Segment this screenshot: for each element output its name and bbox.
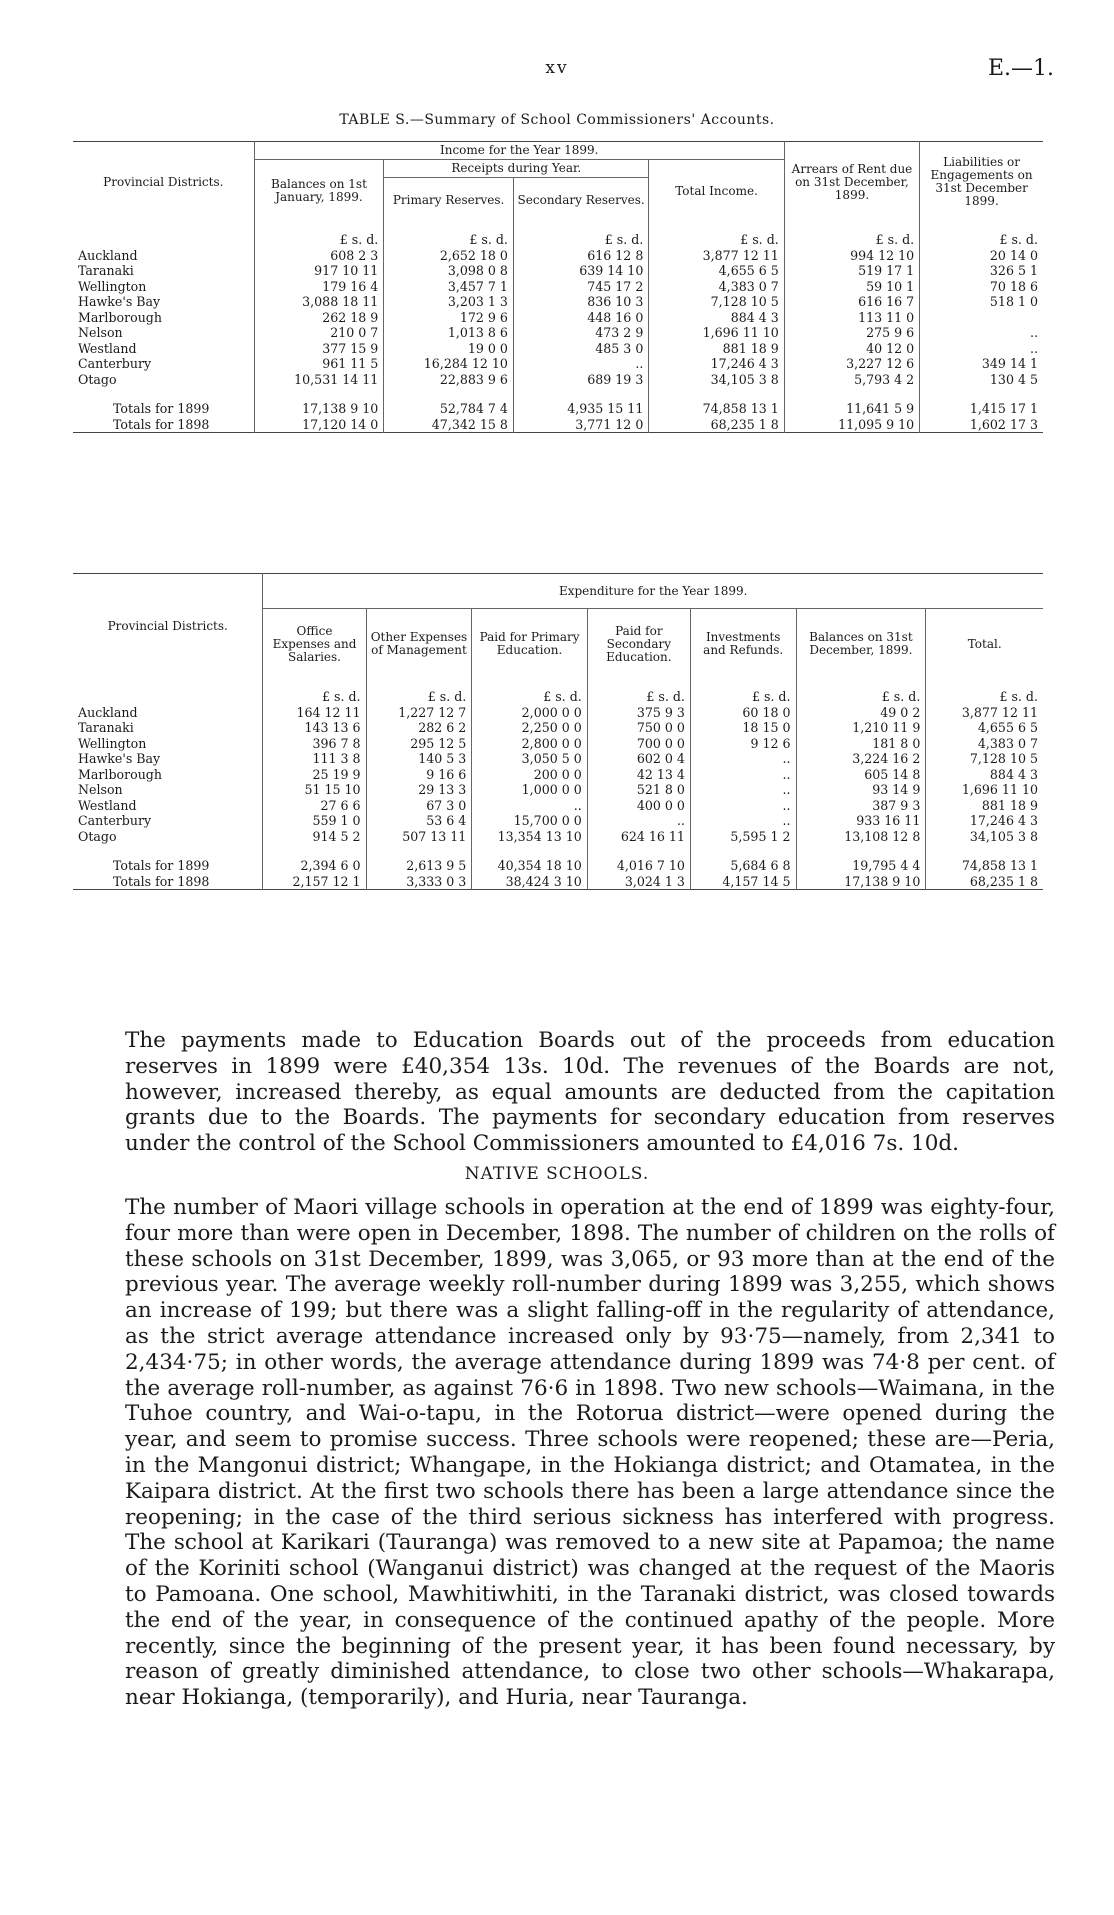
totals-row <box>73 858 1043 874</box>
unit-cell: £ s. d. <box>690 679 796 705</box>
value-cell: 387 9 3 <box>796 798 926 814</box>
value-cell: 1,013 8 6 <box>384 325 514 341</box>
value-cell: 400 0 0 <box>587 798 690 814</box>
total-value-cell: 11,095 9 10 <box>784 417 919 433</box>
table-row <box>73 325 1043 341</box>
district-cell: Auckland <box>78 247 138 263</box>
district-cell: Canterbury <box>78 356 152 371</box>
value-cell: .. <box>472 798 587 814</box>
district-cell: Westland <box>78 797 137 813</box>
district-cell: Hawke's Bay <box>78 751 161 766</box>
unit-cell: £ s. d. <box>587 679 690 705</box>
total-value-cell: 3,333 0 3 <box>366 874 472 890</box>
value-cell: .. <box>690 767 796 783</box>
value-cell: 143 13 6 <box>263 720 366 736</box>
page-number: xv <box>545 58 569 78</box>
value-cell: .. <box>690 782 796 798</box>
value-cell: 13,354 13 10 <box>472 829 587 845</box>
unit-cell: £ s. d. <box>513 222 648 248</box>
value-cell: 521 8 0 <box>587 782 690 798</box>
value-cell: 1,696 11 10 <box>649 325 784 341</box>
district-cell: Canterbury <box>78 813 152 828</box>
value-cell: 3,224 16 2 <box>796 751 926 767</box>
value-cell: 5,595 1 2 <box>690 829 796 845</box>
value-cell: 67 3 0 <box>366 798 472 814</box>
value-cell: 9 16 6 <box>366 767 472 783</box>
value-cell: 15,700 0 0 <box>472 813 587 829</box>
table-row <box>73 767 1043 783</box>
total-value-cell: 68,235 1 8 <box>926 874 1043 890</box>
section-heading-native-schools: NATIVE SCHOOLS. <box>464 1164 650 1184</box>
value-cell: 3,203 1 3 <box>384 294 514 310</box>
value-cell: 377 15 9 <box>254 341 384 357</box>
spacer-cell <box>73 387 254 401</box>
col-other: Other Expenses of Management <box>366 609 472 680</box>
value-cell: 42 13 4 <box>587 767 690 783</box>
col-district: Provincial Districts. <box>107 619 228 633</box>
value-cell: 3,227 12 6 <box>784 356 919 372</box>
value-cell: 4,383 0 7 <box>649 279 784 295</box>
value-cell: 275 9 6 <box>784 325 919 341</box>
spacer-cell <box>796 844 926 858</box>
value-cell: 27 6 6 <box>263 798 366 814</box>
value-cell: 745 17 2 <box>513 279 648 295</box>
unit-cell: £ s. d. <box>366 679 472 705</box>
value-cell: 961 11 5 <box>254 356 384 372</box>
value-cell: 29 13 3 <box>366 782 472 798</box>
spacer-cell <box>926 844 1043 858</box>
total-value-cell: 1,415 17 1 <box>920 401 1043 417</box>
value-cell: .. <box>920 325 1043 341</box>
total-value-cell: 3,024 1 3 <box>587 874 690 890</box>
value-cell: 49 0 2 <box>796 705 926 721</box>
col-paid-secondary: Paid for Secondary Education. <box>587 609 690 680</box>
value-cell: .. <box>513 356 648 372</box>
col-receipts-group: Receipts during Year. <box>384 160 649 178</box>
value-cell: 473 2 9 <box>513 325 648 341</box>
value-cell: 282 6 2 <box>366 720 472 736</box>
value-cell: 4,383 0 7 <box>926 736 1043 752</box>
value-cell: 34,105 3 8 <box>926 829 1043 845</box>
commissioners-income-table <box>73 141 1043 433</box>
district-cell: Nelson <box>78 325 123 340</box>
value-cell: 53 6 4 <box>366 813 472 829</box>
value-cell: 917 10 11 <box>254 263 384 279</box>
unit-cell: £ s. d. <box>254 222 384 248</box>
spacer-cell <box>513 387 648 401</box>
value-cell: 181 8 0 <box>796 736 926 752</box>
value-cell: 113 11 0 <box>784 310 919 326</box>
unit-cell: £ s. d. <box>263 679 366 705</box>
value-cell: 3,457 7 1 <box>384 279 514 295</box>
total-value-cell: 74,858 13 1 <box>926 858 1043 874</box>
table-row <box>73 798 1043 814</box>
value-cell: 7,128 10 5 <box>926 751 1043 767</box>
value-cell: 262 18 9 <box>254 310 384 326</box>
value-cell: 3,877 12 11 <box>649 248 784 264</box>
value-cell: 375 9 3 <box>587 705 690 721</box>
value-cell: 3,088 18 11 <box>254 294 384 310</box>
total-value-cell: 17,138 9 10 <box>796 874 926 890</box>
district-cell: Westland <box>78 340 137 356</box>
total-value-cell: 4,157 14 5 <box>690 874 796 890</box>
value-cell: 448 16 0 <box>513 310 648 326</box>
total-value-cell: 3,771 12 0 <box>513 417 648 433</box>
unit-cell: £ s. d. <box>920 222 1043 248</box>
value-cell: 602 0 4 <box>587 751 690 767</box>
district-cell: Nelson <box>78 782 123 797</box>
value-cell: 17,246 4 3 <box>649 356 784 372</box>
value-cell: 608 2 3 <box>254 248 384 264</box>
district-cell: Otago <box>78 371 117 387</box>
district-cell: Marlborough <box>78 766 162 782</box>
totals-row <box>73 401 1043 417</box>
total-value-cell: 68,235 1 8 <box>649 417 784 433</box>
value-cell: 881 18 9 <box>926 798 1043 814</box>
total-value-cell: 17,120 14 0 <box>254 417 384 433</box>
value-cell: 19 0 0 <box>384 341 514 357</box>
unit-cell: £ s. d. <box>472 679 587 705</box>
value-cell: 59 10 1 <box>784 279 919 295</box>
value-cell: 1,000 0 0 <box>472 782 587 798</box>
totals-row <box>73 417 1043 433</box>
value-cell: 485 3 0 <box>513 341 648 357</box>
value-cell: 4,655 6 5 <box>649 263 784 279</box>
spacer-cell <box>366 844 472 858</box>
total-value-cell: 2,394 6 0 <box>263 858 366 874</box>
units-row <box>73 222 1043 248</box>
value-cell: 7,128 10 5 <box>649 294 784 310</box>
col-balances-end: Balances on 31st December, 1899. <box>796 609 926 680</box>
value-cell: 326 5 1 <box>920 263 1043 279</box>
value-cell: 3,877 12 11 <box>926 705 1043 721</box>
col-expenditure-group: Expenditure for the Year 1899. <box>263 574 1043 609</box>
total-value-cell: 4,016 7 10 <box>587 858 690 874</box>
value-cell: 5,793 4 2 <box>784 372 919 388</box>
value-cell: 994 12 10 <box>784 248 919 264</box>
totals-label-cell: Totals for 1899 <box>113 858 210 873</box>
spacer-row <box>73 844 1043 858</box>
total-value-cell: 19,795 4 4 <box>796 858 926 874</box>
unit-cell: £ s. d. <box>926 679 1043 705</box>
col-arrears: Arrears of Rent due on 31st December, 1899. <box>784 142 919 223</box>
value-cell: 164 12 11 <box>263 705 366 721</box>
table-row <box>73 372 1043 388</box>
table-row <box>73 310 1043 326</box>
spacer-cell <box>920 387 1043 401</box>
total-value-cell: 4,935 15 11 <box>513 401 648 417</box>
value-cell: .. <box>920 341 1043 357</box>
col-total-income: Total Income. <box>649 160 784 223</box>
units-row <box>73 679 1043 705</box>
spacer-row <box>73 387 1043 401</box>
totals-label-cell: Totals for 1899 <box>113 401 210 416</box>
value-cell: 172 9 6 <box>384 310 514 326</box>
value-cell: 111 3 8 <box>263 751 366 767</box>
total-value-cell: 17,138 9 10 <box>254 401 384 417</box>
value-cell: 10,531 14 11 <box>254 372 384 388</box>
table-row <box>73 248 1043 264</box>
col-district: Provincial Districts. <box>103 174 224 189</box>
col-paid-primary: Paid for Primary Education. <box>472 609 587 680</box>
district-cell: Marlborough <box>78 309 162 325</box>
value-cell: 9 12 6 <box>690 736 796 752</box>
paragraph-education-reserves: The payments made to Education Boards out of the proceeds from education reserves in 1899 were £40,354 13s. 10d. The revenues of the Boards are not, however, increased thereby, as equal amounts are deducted from the capitation grants due to the Boards. The payments for secondary education from reserves under the control of the School Commissioners amounted to £4,016 7s. 10d. <box>125 1028 1055 1157</box>
spacer-cell <box>784 387 919 401</box>
value-cell: 881 18 9 <box>649 341 784 357</box>
value-cell: 616 16 7 <box>784 294 919 310</box>
value-cell: 4,655 6 5 <box>926 720 1043 736</box>
value-cell: 60 18 0 <box>690 705 796 721</box>
value-cell: 2,000 0 0 <box>472 705 587 721</box>
value-cell: 914 5 2 <box>263 829 366 845</box>
value-cell: 51 15 10 <box>263 782 366 798</box>
value-cell: 559 1 0 <box>263 813 366 829</box>
unit-cell: £ s. d. <box>384 222 514 248</box>
unit-cell: £ s. d. <box>784 222 919 248</box>
value-cell: 624 16 11 <box>587 829 690 845</box>
col-primary: Primary Reserves. <box>384 178 514 223</box>
value-cell: 70 18 6 <box>920 279 1043 295</box>
spacer-cell <box>690 844 796 858</box>
value-cell: 616 12 8 <box>513 248 648 264</box>
district-cell: Taranaki <box>78 720 134 735</box>
table-row <box>73 720 1043 736</box>
value-cell: 25 19 9 <box>263 767 366 783</box>
value-cell: 639 14 10 <box>513 263 648 279</box>
value-cell: 34,105 3 8 <box>649 372 784 388</box>
total-value-cell: 2,157 12 1 <box>263 874 366 890</box>
value-cell: 933 16 11 <box>796 813 926 829</box>
table-row <box>73 736 1043 752</box>
value-cell: 179 16 4 <box>254 279 384 295</box>
value-cell: 93 14 9 <box>796 782 926 798</box>
value-cell: 40 12 0 <box>784 341 919 357</box>
value-cell: 518 1 0 <box>920 294 1043 310</box>
value-cell: 349 14 1 <box>920 356 1043 372</box>
totals-label-cell: Totals for 1898 <box>113 416 210 432</box>
table-row <box>73 263 1043 279</box>
value-cell: 605 14 8 <box>796 767 926 783</box>
value-cell: 130 4 5 <box>920 372 1043 388</box>
district-cell: Taranaki <box>78 263 134 278</box>
col-income-group: Income for the Year 1899. <box>254 142 784 160</box>
unit-cell: £ s. d. <box>649 222 784 248</box>
total-value-cell: 52,784 7 4 <box>384 401 514 417</box>
value-cell: 396 7 8 <box>263 736 366 752</box>
district-cell: Wellington <box>78 278 147 294</box>
value-cell: 884 4 3 <box>649 310 784 326</box>
total-value-cell: 47,342 15 8 <box>384 417 514 433</box>
spacer-cell <box>263 844 366 858</box>
value-cell: 200 0 0 <box>472 767 587 783</box>
table-row <box>73 279 1043 295</box>
value-cell: 700 0 0 <box>587 736 690 752</box>
col-secondary: Secondary Reserves. <box>513 178 648 223</box>
district-cell: Hawke's Bay <box>78 294 161 309</box>
value-cell: 750 0 0 <box>587 720 690 736</box>
table-row <box>73 356 1043 372</box>
total-value-cell: 5,684 6 8 <box>690 858 796 874</box>
value-cell: 1,210 11 9 <box>796 720 926 736</box>
totals-label-cell: Totals for 1898 <box>113 873 210 889</box>
table-row <box>73 782 1043 798</box>
spacer-cell <box>254 387 384 401</box>
units-label-cell <box>73 679 263 705</box>
col-total: Total. <box>926 609 1043 680</box>
value-cell: 2,250 0 0 <box>472 720 587 736</box>
col-office: Office Expenses and Salaries. <box>263 609 366 680</box>
value-cell: 17,246 4 3 <box>926 813 1043 829</box>
value-cell: 884 4 3 <box>926 767 1043 783</box>
table-row <box>73 751 1043 767</box>
units-label-cell <box>73 222 254 248</box>
value-cell: 507 13 11 <box>366 829 472 845</box>
table-row <box>73 341 1043 357</box>
total-value-cell: 2,613 9 5 <box>366 858 472 874</box>
value-cell: 2,800 0 0 <box>472 736 587 752</box>
table-row <box>73 705 1043 721</box>
document-code: E.—1. <box>987 56 1054 81</box>
value-cell: 3,098 0 8 <box>384 263 514 279</box>
table-row <box>73 294 1043 310</box>
value-cell: 210 0 7 <box>254 325 384 341</box>
value-cell: 1,227 12 7 <box>366 705 472 721</box>
district-cell: Wellington <box>78 735 147 751</box>
spacer-cell <box>649 387 784 401</box>
unit-cell: £ s. d. <box>796 679 926 705</box>
value-cell: 18 15 0 <box>690 720 796 736</box>
total-value-cell: 38,424 3 10 <box>472 874 587 890</box>
value-cell: 689 19 3 <box>513 372 648 388</box>
value-cell: .. <box>690 751 796 767</box>
total-value-cell: 74,858 13 1 <box>649 401 784 417</box>
col-liabilities: Liabilities or Engagements on 31st December 1899. <box>920 142 1043 223</box>
spacer-cell <box>472 844 587 858</box>
value-cell <box>920 310 1043 326</box>
value-cell: 836 10 3 <box>513 294 648 310</box>
total-value-cell: 1,602 17 3 <box>920 417 1043 433</box>
total-value-cell: 11,641 5 9 <box>784 401 919 417</box>
district-cell: Otago <box>78 828 117 844</box>
value-cell: 22,883 9 6 <box>384 372 514 388</box>
value-cell: 16,284 12 10 <box>384 356 514 372</box>
value-cell: .. <box>690 798 796 814</box>
value-cell: 519 17 1 <box>784 263 919 279</box>
value-cell: 13,108 12 8 <box>796 829 926 845</box>
spacer-cell <box>384 387 514 401</box>
value-cell: 20 14 0 <box>920 248 1043 264</box>
value-cell: .. <box>587 813 690 829</box>
value-cell: 1,696 11 10 <box>926 782 1043 798</box>
table-title: TABLE S.—Summary of School Commissioners' Accounts. <box>339 112 775 128</box>
value-cell: 3,050 5 0 <box>472 751 587 767</box>
col-investments: Investments and Refunds. <box>690 609 796 680</box>
district-cell: Auckland <box>78 704 138 720</box>
paragraph-native-schools: The number of Maori village schools in operation at the end of 1899 was eighty-four, four more than were open in December, 1898. The number of children on the rolls of these schools on 31st December, 1899, was 3,065, or 93 more than at the end of the previous year. The average weekly roll-number during 1899 was 3,255, which shows an increase of 199; but there was a slight falling-off in the regularity of attendance, as the strict average attendance increased only by 93·75—namely, from 2,341 to 2,434·75; in other words, the average attendance during 1899 was 74·8 per cent. of the average roll-number, as against 76·6 in 1898. Two new schools—Waimana, in the Tuhoe country, and Wai-o-tapu, in the Rotorua district—were opened during the year, and seem to promise success. Three schools were reopened; these are—Peria, in the Mangonui district; Whangape, in the Hokianga district; and Otamatea, in the Kaipara district. At the first two schools there has been a large attendance since the reopening; in the case of the third serious sickness has interfered with progress. The school at Karikari (Tauranga) was removed to a new site at Papamoa; the name of the Koriniti school (Wanganui district) was changed at the request of the Maoris to Pamoana. One school, Mawhitiwhiti, in the Taranaki district, was closed towards the end of the year, in consequence of the continued apathy of the people. More recently, since the beginning of the present year, it has been found necessary, by reason of greatly diminished attendance, to close two other schools—Whakarapa, near Hokianga, (temporarily), and Huria, near Tauranga. <box>125 1195 1055 1711</box>
value-cell: 140 5 3 <box>366 751 472 767</box>
spacer-cell <box>587 844 690 858</box>
commissioners-expenditure-table <box>73 573 1043 890</box>
totals-row <box>73 874 1043 890</box>
value-cell: 295 12 5 <box>366 736 472 752</box>
col-balances: Balances on 1st January, 1899. <box>254 160 384 223</box>
spacer-cell <box>73 844 263 858</box>
table-row <box>73 813 1043 829</box>
value-cell: .. <box>690 813 796 829</box>
total-value-cell: 40,354 18 10 <box>472 858 587 874</box>
value-cell: 2,652 18 0 <box>384 248 514 264</box>
table-row <box>73 829 1043 845</box>
